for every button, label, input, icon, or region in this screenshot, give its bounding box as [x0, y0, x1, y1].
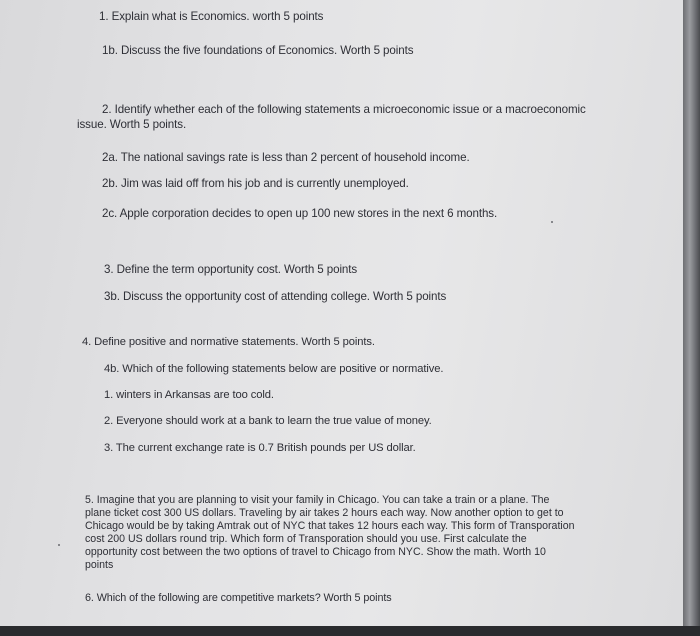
question-4-item-3: 3. The current exchange rate is 0.7 British pounds per US dollar. — [104, 442, 416, 454]
question-4: 4. Define positive and normative statements. Worth 5 points. — [82, 336, 375, 348]
question-6: 6. Which of the following are competitive markets? Worth 5 points — [85, 592, 392, 604]
bullet-mark — [58, 544, 60, 546]
question-2c: 2c. Apple corporation decides to open up 100 new stores in the next 6 months. — [102, 207, 498, 220]
screen-edge-right — [683, 0, 700, 636]
question-2-line-2: issue. Worth 5 points. — [77, 118, 187, 131]
question-2b: 2b. Jim was laid off from his job and is currently unemployed. — [102, 177, 409, 190]
question-4-item-2: 2. Everyone should work at a bank to learn the true value of money. — [104, 415, 432, 427]
question-2a: 2a. The national savings rate is less than 2 percent of household income. — [102, 151, 470, 164]
question-2-line-1: 2. Identify whether each of the following statements a microeconomic issue or a macroeconomic — [102, 103, 586, 116]
speck-mark — [551, 221, 553, 223]
question-3b: 3b. Discuss the opportunity cost of attending college. Worth 5 points — [104, 290, 447, 303]
question-4b: 4b. Which of the following statements below are positive or normative. — [104, 363, 444, 375]
screen-edge-bottom — [0, 626, 700, 636]
question-5: 5. Imagine that you are planning to visit your family in Chicago. You can take a train or a plane. The plane ticket cost 300 US dollars. Traveling by air takes 2 hours each way. Now another option to get to Chicago would be by taking Amtrak out of NYC that takes 12 hours each way. This form of Transporation cost 200 US dollars round trip. Which form of Transporation should you use. First calculate the opportunity cost between the two options of travel to Chicago from NYC. Show the math. Worth 10 points — [85, 494, 575, 571]
question-1: 1. Explain what is Economics. worth 5 points — [99, 10, 324, 23]
question-1b: 1b. Discuss the five foundations of Economics. Worth 5 points — [102, 44, 414, 57]
question-4-item-1: 1. winters in Arkansas are too cold. — [104, 389, 274, 401]
question-3: 3. Define the term opportunity cost. Worth 5 points — [104, 263, 358, 276]
